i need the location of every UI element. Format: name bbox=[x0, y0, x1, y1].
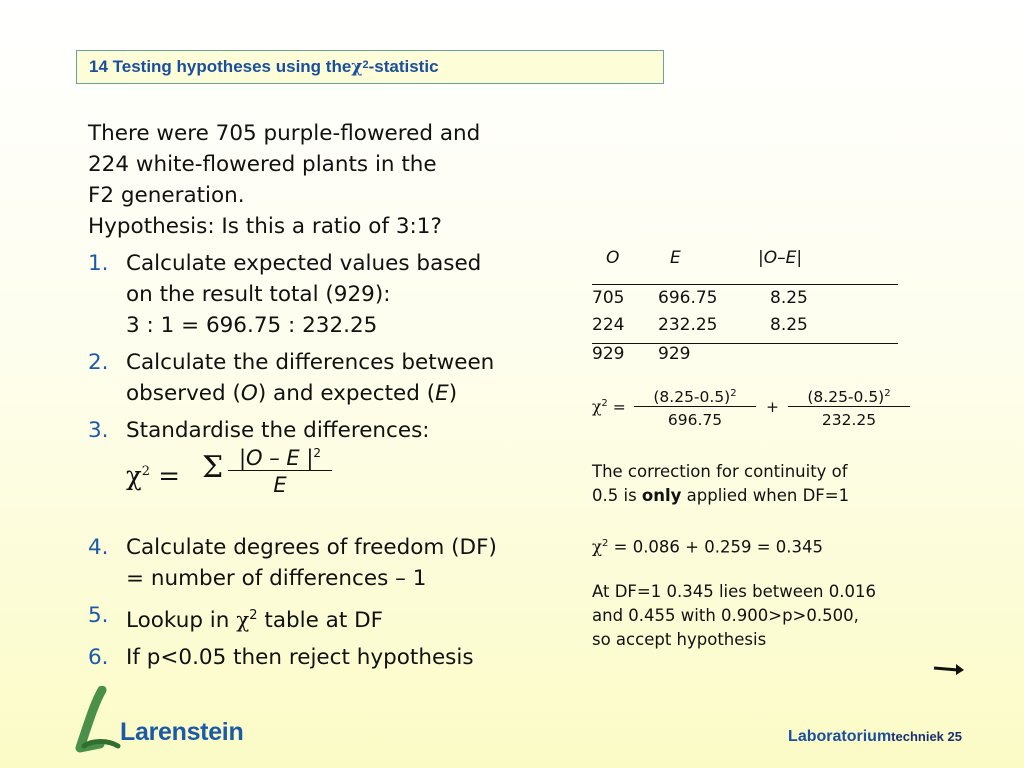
step-text-part: ) bbox=[448, 381, 458, 406]
numerator-text: |O – E | bbox=[238, 446, 314, 470]
intro-line: Hypothesis: Is this a ratio of 3:1? bbox=[88, 214, 442, 239]
correction-note bbox=[592, 460, 849, 508]
conclusion bbox=[592, 580, 876, 652]
table-cell: 8.25 bbox=[770, 315, 808, 335]
formula-numerator bbox=[230, 438, 330, 474]
table-cell: 929 bbox=[592, 344, 625, 364]
header-observed: O bbox=[606, 248, 620, 268]
table-cell: 696.75 bbox=[658, 288, 718, 308]
formula-lhs bbox=[126, 456, 180, 493]
footer-label bbox=[788, 728, 962, 746]
step-number: 3. bbox=[88, 418, 109, 443]
chi-sup: 2 bbox=[249, 608, 258, 623]
logo-text: Larenstein bbox=[120, 718, 244, 746]
fraction-numerator bbox=[788, 382, 910, 406]
footer-main: Laboratorium bbox=[788, 728, 892, 745]
numerator-text: (8.25-0.5) bbox=[807, 388, 885, 407]
note-line: The correction for continuity of bbox=[592, 462, 848, 481]
step-text-part: observed ( bbox=[126, 381, 241, 406]
chi-sup: 2 bbox=[601, 398, 608, 409]
observed-symbol: O bbox=[240, 381, 258, 406]
numerator-sup: 2 bbox=[884, 388, 891, 399]
chi-square-formula bbox=[126, 446, 578, 526]
result-text: = 0.086 + 0.259 = 0.345 bbox=[608, 537, 824, 557]
step-text: Standardise the differences: bbox=[126, 418, 430, 443]
step-text: Calculate the differences between bbox=[126, 350, 495, 375]
step-6 bbox=[88, 642, 578, 673]
conclusion-line: At DF=1 0.345 lies between 0.016 bbox=[592, 582, 876, 601]
chi-symbol: χ bbox=[126, 461, 142, 492]
slide-title bbox=[76, 50, 664, 84]
step-text-part: table at DF bbox=[257, 608, 384, 634]
chi-symbol: χ bbox=[592, 398, 602, 417]
footer-sub: techniek 25 bbox=[891, 729, 962, 744]
title-sup: 2 bbox=[362, 59, 369, 71]
intro-line: F2 generation. bbox=[88, 183, 245, 208]
step-number: 2. bbox=[88, 350, 109, 375]
equals-sign: = bbox=[607, 398, 626, 417]
note-text-part: 0.5 is bbox=[592, 486, 642, 505]
step-3 bbox=[88, 415, 578, 446]
header-difference: |O–E| bbox=[758, 248, 803, 268]
table-cell: 224 bbox=[592, 315, 625, 335]
table-cell: 232.25 bbox=[658, 315, 718, 335]
sigma-symbol: Σ bbox=[202, 450, 224, 485]
step-text: 3 : 1 = 696.75 : 232.25 bbox=[126, 313, 378, 338]
formula-sup: 2 bbox=[141, 464, 151, 479]
chi-symbol: χ bbox=[592, 537, 602, 557]
step-text-part: ) and expected ( bbox=[257, 381, 436, 406]
step-number: 5. bbox=[88, 603, 109, 628]
table-cell: 929 bbox=[658, 344, 691, 364]
main-text bbox=[88, 118, 578, 673]
step-4 bbox=[88, 532, 578, 594]
numerator-sup: 2 bbox=[730, 388, 737, 399]
table-row bbox=[592, 344, 898, 372]
numerator-text: (8.25-0.5) bbox=[653, 388, 731, 407]
step-1 bbox=[88, 248, 578, 341]
step-text-part: Lookup in bbox=[126, 608, 237, 634]
equals-sign: = bbox=[150, 461, 181, 492]
step-text: If p<0.05 then reject hypothesis bbox=[126, 645, 474, 671]
numerator-sup: 2 bbox=[313, 446, 322, 460]
conclusion-line: and 0.455 with 0.900>p>0.500, bbox=[592, 606, 859, 625]
conclusion-line: so accept hypothesis bbox=[592, 630, 767, 649]
step-text: Calculate degrees of freedom (DF) bbox=[126, 535, 497, 560]
chi-result bbox=[592, 532, 823, 560]
table-row bbox=[592, 288, 898, 316]
table-header bbox=[592, 248, 898, 285]
intro-line: There were 705 purple-flowered and bbox=[88, 121, 481, 146]
fraction-denominator: 696.75 bbox=[634, 406, 756, 431]
title-prefix: 14 Testing hypotheses using the bbox=[89, 57, 352, 76]
step-text bbox=[126, 600, 578, 636]
step-5 bbox=[88, 600, 578, 636]
header-expected: E bbox=[670, 248, 681, 268]
step-number: 6. bbox=[88, 645, 109, 671]
chi-symbol: χ bbox=[236, 608, 250, 634]
step-text: Calculate expected values based bbox=[126, 251, 482, 276]
title-suffix: -statistic bbox=[368, 57, 439, 76]
intro-paragraph bbox=[88, 118, 578, 242]
step-2 bbox=[88, 347, 578, 409]
step-number: 1. bbox=[88, 251, 109, 276]
chi-calculation bbox=[592, 382, 922, 442]
fraction-numerator bbox=[634, 382, 756, 406]
fraction-denominator: 232.25 bbox=[788, 406, 910, 431]
calc-lhs bbox=[592, 398, 626, 416]
table-row bbox=[592, 315, 898, 344]
intro-line: 224 white-flowered plants in the bbox=[88, 152, 437, 177]
note-bold: only bbox=[641, 486, 682, 505]
fraction-2 bbox=[788, 382, 910, 431]
formula-denominator: E bbox=[273, 473, 287, 497]
note-text-part: applied when DF=1 bbox=[681, 486, 850, 505]
title-chi: χ bbox=[351, 57, 363, 77]
expected-symbol: E bbox=[435, 381, 449, 406]
chi-sup: 2 bbox=[602, 538, 609, 549]
table-cell: 8.25 bbox=[770, 288, 808, 308]
result-line bbox=[592, 532, 823, 560]
step-text: on the result total (929): bbox=[126, 282, 391, 307]
plus-sign: + bbox=[766, 398, 779, 416]
step-text bbox=[126, 378, 578, 409]
next-slide-arrow-icon[interactable] bbox=[932, 660, 966, 678]
fraction-1 bbox=[634, 382, 756, 431]
step-text: = number of differences – 1 bbox=[126, 566, 427, 591]
note-line bbox=[592, 484, 849, 508]
table-cell: 705 bbox=[592, 288, 625, 308]
step-number: 4. bbox=[88, 535, 109, 560]
